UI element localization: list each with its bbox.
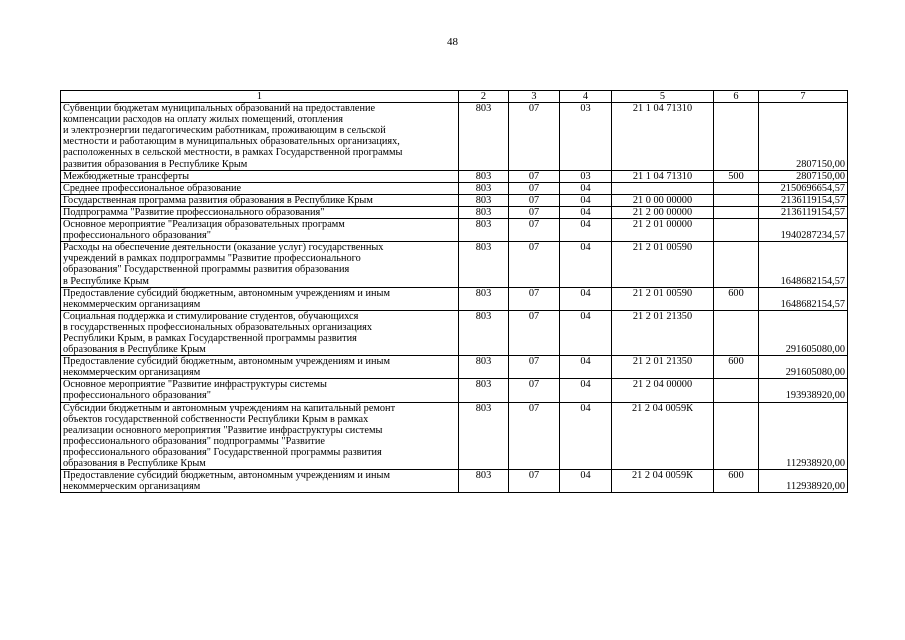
subsection-code-cell: 04	[560, 356, 612, 379]
table-row	[61, 206, 848, 218]
grbs-code-cell: 803	[459, 356, 509, 379]
item-name-line: компенсации расходов на оплату жилых помещений, отопления	[63, 114, 343, 126]
amount-cell: 112938920,00	[759, 402, 848, 470]
item-name-line: образования в Республике Крым	[63, 458, 206, 469]
grbs-code-cell: 803	[459, 242, 509, 287]
table-row	[61, 194, 848, 206]
item-name-cell	[61, 194, 459, 206]
section-code-cell: 07	[509, 206, 560, 218]
column-header-2: 2	[459, 91, 509, 103]
item-name-line: и электроэнергии педагогическим работникам, проживающим в сельской	[63, 125, 386, 137]
subsection-code-cell: 03	[560, 103, 612, 171]
table-row	[61, 402, 848, 470]
target-article-cell: 21 1 04 71310	[612, 170, 714, 182]
item-name-cell	[61, 310, 459, 355]
item-name-line: Предоставление субсидий бюджетным, автономным учреждениям и иным	[63, 356, 390, 368]
amount-cell: 1648682154,57	[759, 287, 848, 310]
grbs-code-cell: 803	[459, 310, 509, 355]
subsection-code-cell: 04	[560, 310, 612, 355]
item-name-line: профессионального образования" подпрограммы "Развитие	[63, 435, 325, 447]
item-name-line: развития образования в Республике Крым	[63, 158, 248, 170]
target-article-cell: 21 2 01 00590	[612, 287, 714, 310]
grbs-code-cell: 803	[459, 379, 509, 402]
budget-table	[60, 90, 848, 493]
column-header-7: 7	[759, 91, 848, 103]
amount-cell: 1648682154,57	[759, 242, 848, 287]
table-row	[61, 182, 848, 194]
item-name-line: профессионального образования"	[63, 230, 211, 242]
target-article-cell: 21 2 01 21350	[612, 356, 714, 379]
item-name-line: образования в Республике Крым	[63, 344, 206, 356]
item-name-line: Основное мероприятие "Развитие инфраструктуры системы	[63, 379, 327, 391]
subsection-code-cell: 03	[560, 170, 612, 182]
grbs-code-cell: 803	[459, 470, 509, 493]
amount-cell: 112938920,00	[759, 470, 848, 493]
amount-cell: 2136119154,57	[759, 206, 848, 218]
item-name-line: Межбюджетные трансферты	[63, 170, 190, 182]
target-article-cell: 21 2 00 00000	[612, 206, 714, 218]
target-article-cell: 21 2 01 00000	[612, 219, 714, 242]
item-name-line: профессионального образования" Государственной программы развития	[63, 446, 382, 458]
table-row	[61, 356, 848, 379]
item-name-line: Среднее профессиональное образование	[63, 182, 242, 194]
item-name-line: Подпрограмма "Развитие профессионального образования"	[63, 206, 325, 218]
expense-type-cell	[714, 206, 759, 218]
table-row	[61, 219, 848, 242]
table-header-row	[61, 91, 848, 103]
section-code-cell: 07	[509, 402, 560, 470]
grbs-code-cell: 803	[459, 170, 509, 182]
expense-type-cell	[714, 402, 759, 470]
expense-type-cell	[714, 103, 759, 171]
expense-type-cell	[714, 242, 759, 287]
column-header-3: 3	[509, 91, 560, 103]
table-row	[61, 103, 848, 171]
expense-type-cell	[714, 182, 759, 194]
item-name-cell	[61, 402, 459, 470]
section-code-cell: 07	[509, 103, 560, 171]
item-name-line: Основное мероприятие "Реализация образовательных программ	[63, 219, 345, 231]
grbs-code-cell: 803	[459, 194, 509, 206]
amount-cell: 2136119154,57	[759, 194, 848, 206]
expense-type-cell	[714, 379, 759, 402]
table-row	[61, 470, 848, 493]
item-name-cell	[61, 170, 459, 182]
subsection-code-cell: 04	[560, 287, 612, 310]
section-code-cell: 07	[509, 470, 560, 493]
item-name-line: некоммерческим организациям	[63, 298, 201, 310]
target-article-cell: 21 2 04 0059К	[612, 402, 714, 470]
section-code-cell: 07	[509, 310, 560, 355]
subsection-code-cell: 04	[560, 379, 612, 402]
item-name-cell	[61, 287, 459, 310]
item-name-cell	[61, 182, 459, 194]
target-article-cell: 21 1 04 71310	[612, 103, 714, 171]
item-name-line: Предоставление субсидий бюджетным, автономным учреждениям и иным	[63, 470, 390, 482]
amount-cell: 2807150,00	[759, 170, 848, 182]
item-name-cell	[61, 379, 459, 402]
subsection-code-cell: 04	[560, 470, 612, 493]
amount-cell: 193938920,00	[759, 379, 848, 402]
section-code-cell: 07	[509, 182, 560, 194]
expense-type-cell: 600	[714, 470, 759, 493]
amount-cell: 291605080,00	[759, 310, 848, 355]
item-name-line: местности и работающим в муниципальных образовательных организациях,	[63, 136, 400, 148]
section-code-cell: 07	[509, 356, 560, 379]
subsection-code-cell: 04	[560, 242, 612, 287]
grbs-code-cell: 803	[459, 182, 509, 194]
column-header-5: 5	[612, 91, 714, 103]
item-name-line: Республики Крым, в рамках Государственной программы развития	[63, 332, 357, 344]
table-row	[61, 310, 848, 355]
section-code-cell: 07	[509, 242, 560, 287]
section-code-cell: 07	[509, 219, 560, 242]
item-name-line: Социальная поддержка и стимулирование студентов, обучающихся	[63, 310, 359, 322]
table-row	[61, 242, 848, 287]
item-name-cell	[61, 103, 459, 171]
subsection-code-cell: 04	[560, 182, 612, 194]
table-row	[61, 170, 848, 182]
grbs-code-cell: 803	[459, 402, 509, 470]
expense-type-cell	[714, 310, 759, 355]
table-row	[61, 287, 848, 310]
item-name-line: некоммерческим организациям	[63, 481, 201, 493]
item-name-line: расположенных в сельской местности, в рамках Государственной программы	[63, 147, 403, 159]
item-name-line: профессионального образования"	[63, 390, 211, 402]
item-name-line: в государственных профессиональных образовательных организациях	[63, 321, 373, 333]
target-article-cell: 21 2 01 00590	[612, 242, 714, 287]
section-code-cell: 07	[509, 194, 560, 206]
item-name-cell	[61, 356, 459, 379]
column-header-4: 4	[560, 91, 612, 103]
target-article-cell: 21 2 01 21350	[612, 310, 714, 355]
item-name-line: Субвенции бюджетам муниципальных образований на предоставление	[63, 103, 376, 115]
grbs-code-cell: 803	[459, 206, 509, 218]
amount-cell: 2150696654,57	[759, 182, 848, 194]
item-name-line: образования" Государственной программы развития образования	[63, 264, 350, 276]
grbs-code-cell: 803	[459, 103, 509, 171]
expense-type-cell: 600	[714, 356, 759, 379]
item-name-line: Субсидии бюджетным и автономным учреждениям на капитальный ремонт	[63, 402, 396, 414]
item-name-line: объектов государственной собственности Республики Крым в рамках	[63, 413, 369, 425]
target-article-cell: 21 2 04 00000	[612, 379, 714, 402]
section-code-cell: 07	[509, 287, 560, 310]
column-header-1: 1	[61, 91, 459, 103]
subsection-code-cell: 04	[560, 206, 612, 218]
expense-type-cell: 600	[714, 287, 759, 310]
item-name-line: некоммерческим организациям	[63, 367, 201, 379]
target-article-cell	[612, 182, 714, 194]
target-article-cell: 21 2 04 0059К	[612, 470, 714, 493]
item-name-cell	[61, 242, 459, 287]
item-name-cell	[61, 206, 459, 218]
subsection-code-cell: 04	[560, 194, 612, 206]
item-name-line: Предоставление субсидий бюджетным, автономным учреждениям и иным	[63, 287, 390, 299]
item-name-line: Расходы на обеспечение деятельности (оказание услуг) государственных	[63, 242, 384, 254]
column-header-6: 6	[714, 91, 759, 103]
expense-type-cell	[714, 194, 759, 206]
item-name-line: реализации основного мероприятия "Развитие инфраструктуры системы	[63, 424, 383, 436]
subsection-code-cell: 04	[560, 219, 612, 242]
table-row	[61, 379, 848, 402]
section-code-cell: 07	[509, 379, 560, 402]
item-name-cell	[61, 470, 459, 493]
item-name-cell	[61, 219, 459, 242]
grbs-code-cell: 803	[459, 219, 509, 242]
item-name-line: в Республике Крым	[63, 275, 149, 287]
section-code-cell: 07	[509, 170, 560, 182]
item-name-line: учреждений в рамках подпрограммы "Развитие профессионального	[63, 253, 361, 265]
amount-cell: 291605080,00	[759, 356, 848, 379]
amount-cell: 1940287234,57	[759, 219, 848, 242]
expense-type-cell	[714, 219, 759, 242]
expense-type-cell: 500	[714, 170, 759, 182]
item-name-line: Государственная программа развития образования в Республике Крым	[63, 194, 373, 206]
page-number: 48	[447, 36, 458, 48]
subsection-code-cell: 04	[560, 402, 612, 470]
grbs-code-cell: 803	[459, 287, 509, 310]
target-article-cell: 21 0 00 00000	[612, 194, 714, 206]
amount-cell: 2807150,00	[759, 103, 848, 171]
